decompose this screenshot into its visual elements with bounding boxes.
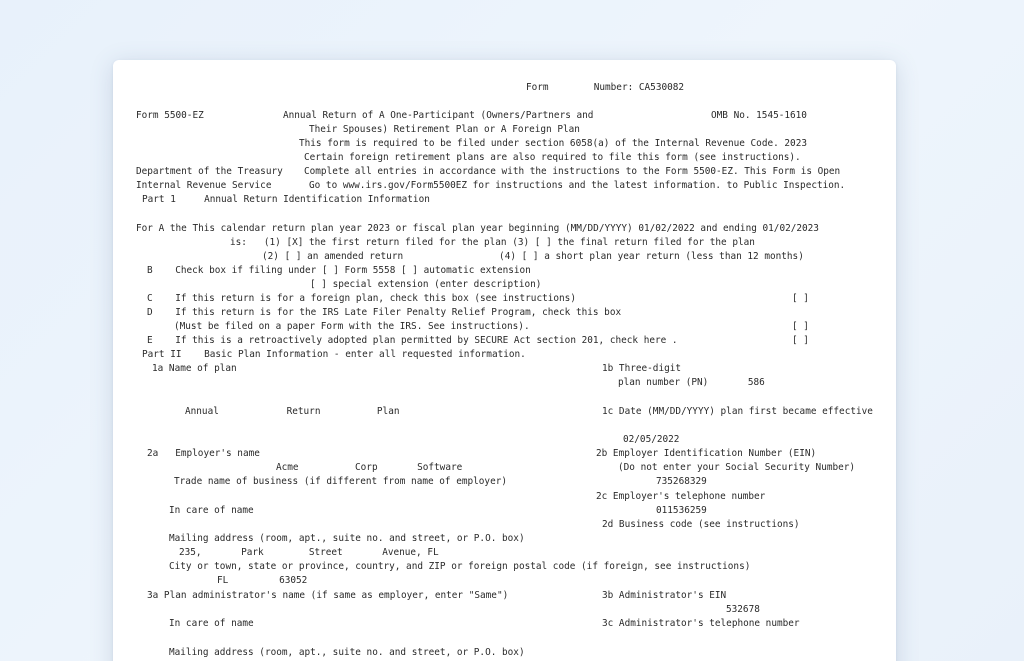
- form-page: [113, 60, 896, 661]
- field-2b-note: (Do not enter your Social Security Number): [618, 462, 856, 473]
- part1-heading: Part 1 Annual Return Identification Information: [142, 194, 430, 205]
- header-note-line5: Complete all entries in accordance with the instructions to the Form 5500-EZ. This Form is Open: [304, 166, 841, 177]
- header-note-line4: Certain foreign retirement plans are also required to file this form (see instructions).: [304, 152, 801, 163]
- field-2d-label: 2d Business code (see instructions): [602, 519, 800, 530]
- department-label: Department of the Treasury: [136, 166, 283, 177]
- plan-name-value: Annual Return Plan: [185, 406, 400, 417]
- line-c-foreign-plan: C If this return is for a foreign plan, check this box (see instructions): [147, 293, 576, 304]
- phone-value: 011536259: [656, 505, 707, 516]
- line-a-options-1: is: (1) [X] the first return filed for the plan (3) [ ] the final return filed for the plan: [230, 237, 755, 248]
- field-1b-value: plan number (PN) 586: [618, 377, 765, 388]
- field-1b-label: 1b Three-digit: [602, 363, 682, 374]
- line-b-extension: B Check box if filing under [ ] Form 5558 [ ] automatic extension: [147, 265, 531, 276]
- employer-name-value: Acme Corp Software: [276, 462, 463, 473]
- in-care-of-label-2: In care of name: [169, 618, 254, 629]
- omb-number: OMB No. 1545-1610: [711, 110, 807, 121]
- irs-label: Internal Revenue Service: [136, 180, 272, 191]
- line-d-checkbox[interactable]: [ ]: [792, 321, 809, 332]
- line-d-note: (Must be filed on a paper Form with the IRS. See instructions).: [174, 321, 530, 332]
- header-note-line6: Go to www.irs.gov/Form5500EZ for instructions and the latest information. to Public Inspection.: [309, 180, 846, 191]
- line-e-retroactive: E If this is a retroactively adopted plan permitted by SECURE Act section 201, check here .: [147, 335, 678, 346]
- field-1a-label: 1a Name of plan: [152, 363, 237, 374]
- form-title-line1: Annual Return of A One-Participant (Owners/Partners and: [283, 110, 594, 121]
- field-2c-label: 2c Employer's telephone number: [596, 491, 766, 502]
- mailing-address-value: 235, Park Street Avenue, FL: [179, 547, 439, 558]
- field-3a-label: 3a Plan administrator's name (if same as employer, enter "Same"): [147, 590, 509, 601]
- field-1c-value: 02/05/2022: [623, 434, 680, 445]
- header-note-line3: This form is required to be filed under section 6058(a) of the Internal Revenue Code. 2023: [299, 138, 807, 149]
- field-2a-label: 2a Employer's name: [147, 448, 260, 459]
- line-d-late-filer: D If this return is for the IRS Late Filer Penalty Relief Program, check this box: [147, 307, 622, 318]
- city-value: FL 63052: [217, 575, 308, 586]
- form-number: Form Number: CA530082: [526, 82, 685, 93]
- field-3c-label: 3c Administrator's telephone number: [602, 618, 800, 629]
- field-3b-label: 3b Administrator's EIN: [602, 590, 727, 601]
- part2-heading: Part II Basic Plan Information - enter all requested information.: [142, 349, 526, 360]
- form-title-line2: Their Spouses) Retirement Plan or A Foreign Plan: [309, 124, 580, 135]
- line-c-checkbox[interactable]: [ ]: [792, 293, 809, 304]
- admin-ein-value: 532678: [726, 604, 760, 615]
- city-label-1: City or town, state or province, country, and ZIP or foreign postal code (if foreign, see instructions): [169, 561, 751, 572]
- trade-name-label: Trade name of business (if different from name of employer): [174, 476, 508, 487]
- mailing-address-label-1: Mailing address (room, apt., suite no. and street, or P.O. box): [169, 533, 525, 544]
- form-name: Form 5500-EZ: [136, 110, 204, 121]
- line-a-plan-year: For A the This calendar return plan year 2023 or fiscal plan year beginning (MM/DD/YYYY) 01/02/2022 and ending 01/02/2023: [136, 223, 819, 234]
- field-2b-label: 2b Employer Identification Number (EIN): [596, 448, 817, 459]
- line-e-checkbox[interactable]: [ ]: [792, 335, 809, 346]
- line-a-options-2: (2) [ ] an amended return (4) [ ] a short plan year return (less than 12 months): [262, 251, 804, 262]
- in-care-of-label-1: In care of name: [169, 505, 254, 516]
- ein-value: 735268329: [656, 476, 707, 487]
- mailing-address-label-2: Mailing address (room, apt., suite no. and street, or P.O. box): [169, 647, 525, 658]
- line-b-special-extension: [ ] special extension (enter description): [310, 279, 542, 290]
- field-1c-label: 1c Date (MM/DD/YYYY) plan first became effective: [602, 406, 873, 417]
